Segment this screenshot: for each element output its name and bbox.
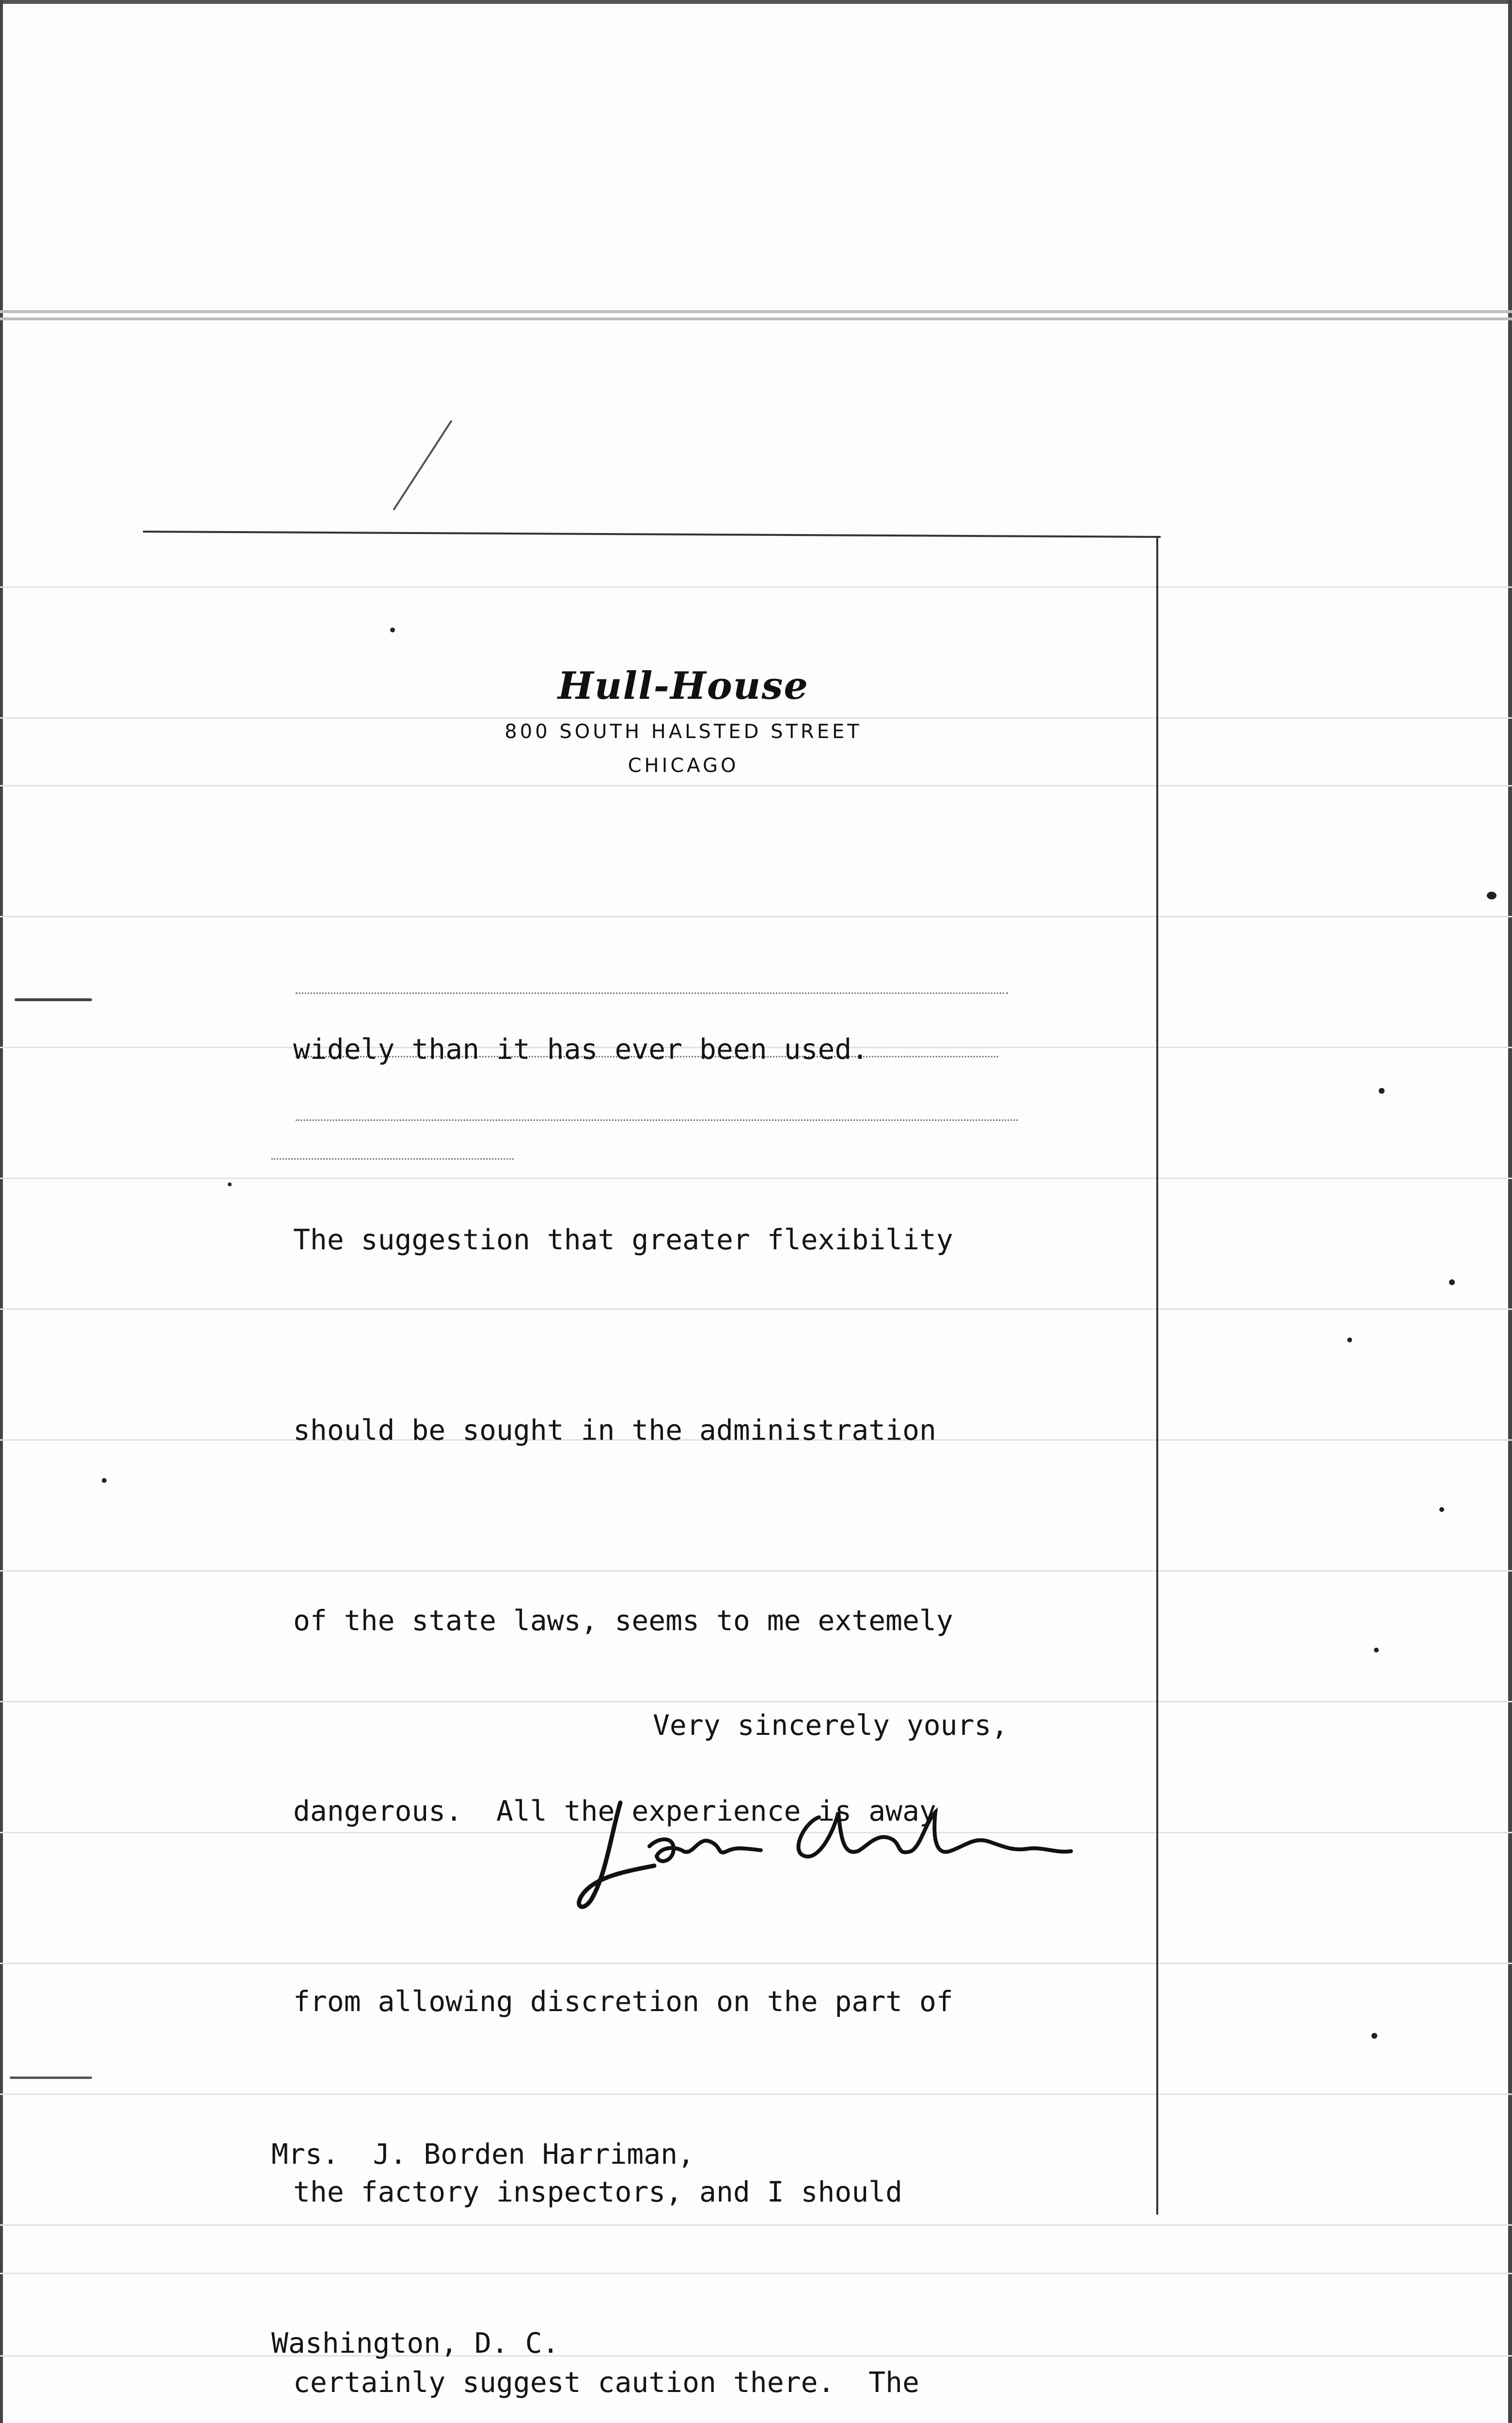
scan-speck — [1379, 1088, 1385, 1094]
recipient-name: Mrs. J. Borden Harriman, — [271, 2138, 694, 2171]
letter-sheet-top-edge — [143, 531, 1161, 538]
handwritten-signature — [577, 1793, 1086, 1919]
letterhead — [417, 664, 950, 783]
background-rule — [0, 785, 1512, 787]
scan-speck — [228, 1182, 232, 1186]
letterhead-street: 800 SOUTH HALSTED STREET — [504, 721, 862, 743]
scan-scratch-mark — [393, 420, 452, 511]
body-line: should be sought in the administration — [293, 1414, 936, 1447]
body-line: certainly suggest caution there. The — [293, 2366, 920, 2399]
body-line: the factory inspectors, and I should — [293, 2175, 903, 2208]
scan-speck — [1371, 2033, 1377, 2039]
scan-frame-left — [0, 0, 3, 2423]
scan-speck — [1487, 892, 1496, 899]
letterhead-city: CHICAGO — [628, 755, 739, 777]
body-line: The suggestion that greater flexibility — [293, 1223, 953, 1256]
scan-speck — [1439, 1507, 1444, 1512]
background-rule — [0, 586, 1512, 588]
recipient-city: Washington, D. C. — [271, 2327, 559, 2360]
scan-frame-right — [1508, 0, 1512, 2423]
closing-salutation: Very sincerely yours, — [653, 1709, 1008, 1742]
scan-speck — [102, 1478, 107, 1483]
body-line: widely than it has ever been used. — [293, 1033, 869, 1066]
scan-speck — [1374, 1648, 1379, 1652]
scan-speck — [1347, 1337, 1352, 1342]
body-line: of the state laws, seems to me extemely — [293, 1604, 953, 1637]
letter-sheet-right-edge — [1156, 538, 1158, 2215]
scan-speck — [15, 998, 92, 1001]
recipient-address — [271, 1997, 694, 2423]
scan-speck — [1449, 1279, 1455, 1285]
scan-speck — [390, 628, 395, 632]
background-rule — [0, 317, 1512, 320]
background-rule — [0, 310, 1512, 313]
scan-frame-top — [0, 0, 1512, 4]
letterhead-name: Hull-House — [557, 664, 809, 708]
body-line: from allowing discretion on the part of — [293, 1985, 953, 2018]
body-line: dangerous. All the experience is away — [293, 1794, 936, 1827]
scan-speck — [10, 2077, 92, 2079]
